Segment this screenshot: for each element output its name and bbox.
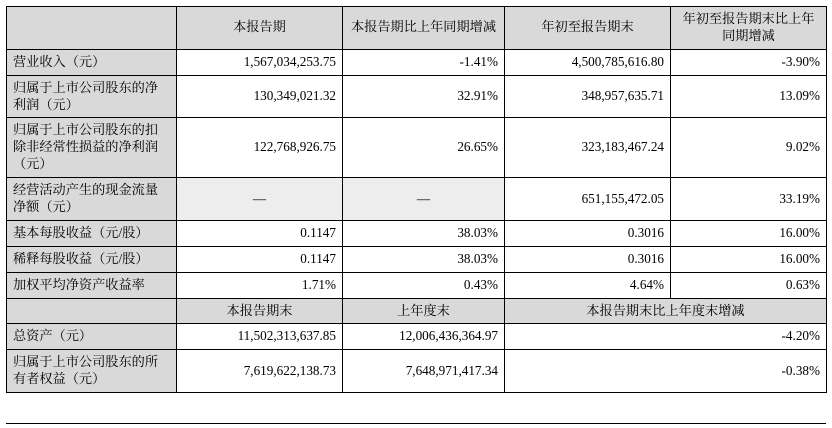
row-value: 122,768,926.75 (177, 118, 343, 178)
table-row (7, 49, 827, 75)
row-value: 7,619,622,138.73 (177, 350, 343, 393)
row-value: 651,155,472.05 (505, 178, 671, 221)
row-value: 0.3016 (505, 246, 671, 272)
table-row (7, 272, 827, 298)
row-value: 33.19% (671, 178, 827, 221)
row-value: -4.20% (505, 324, 827, 350)
row-value: 0.63% (671, 272, 827, 298)
row-label: 基本每股收益（元/股） (7, 220, 177, 246)
row-label: 稀释每股收益（元/股） (7, 246, 177, 272)
row-value: 4,500,785,616.80 (505, 49, 671, 75)
row-label: 营业收入（元） (7, 49, 177, 75)
header-cell-ytd: 年初至报告期末 (505, 7, 671, 50)
row-value: 26.65% (343, 118, 505, 178)
row-value: 7,648,971,417.34 (343, 350, 505, 393)
row-value: 16.00% (671, 246, 827, 272)
row-value: 0.1147 (177, 246, 343, 272)
row-value: — (343, 178, 505, 221)
row-value: 0.1147 (177, 220, 343, 246)
row-value: -0.38% (505, 350, 827, 393)
row-value: 12,006,436,364.97 (343, 324, 505, 350)
row-label: 归属于上市公司股东的净利润（元） (7, 75, 177, 118)
row-value: 16.00% (671, 220, 827, 246)
subheader-cell-prior-year-end: 上年度末 (343, 298, 505, 324)
row-value: 1,567,034,253.75 (177, 49, 343, 75)
row-value: 130,349,021.32 (177, 75, 343, 118)
header-cell-current-period: 本报告期 (177, 7, 343, 50)
table-row (7, 220, 827, 246)
row-value: 323,183,467.24 (505, 118, 671, 178)
header-cell-blank (7, 7, 177, 50)
page-bottom-divider (6, 423, 826, 424)
financial-summary-table (6, 6, 827, 393)
row-value: 348,957,635.71 (505, 75, 671, 118)
row-value: 11,502,313,637.85 (177, 324, 343, 350)
row-label: 归属于上市公司股东的扣除非经常性损益的净利润（元） (7, 118, 177, 178)
row-label: 加权平均净资产收益率 (7, 272, 177, 298)
table-row (7, 178, 827, 221)
table-row (7, 118, 827, 178)
subheader-cell-period-end: 本报告期末 (177, 298, 343, 324)
row-value: 1.71% (177, 272, 343, 298)
row-value: 4.64% (505, 272, 671, 298)
row-value: 38.03% (343, 220, 505, 246)
row-label: 经营活动产生的现金流量净额（元） (7, 178, 177, 221)
row-value: 9.02% (671, 118, 827, 178)
table-subheader-row (7, 298, 827, 324)
table-row (7, 324, 827, 350)
row-value: 32.91% (343, 75, 505, 118)
table-row (7, 75, 827, 118)
header-cell-ytd-yoy: 年初至报告期末比上年同期增减 (671, 7, 827, 50)
table-row (7, 350, 827, 393)
row-value: 13.09% (671, 75, 827, 118)
row-value: 0.3016 (505, 220, 671, 246)
row-value: 0.43% (343, 272, 505, 298)
subheader-cell-blank (7, 298, 177, 324)
row-value: -1.41% (343, 49, 505, 75)
row-value: — (177, 178, 343, 221)
row-label: 归属于上市公司股东的所有者权益（元） (7, 350, 177, 393)
subheader-cell-change: 本报告期末比上年度末增减 (505, 298, 827, 324)
row-value: 38.03% (343, 246, 505, 272)
row-label: 总资产（元） (7, 324, 177, 350)
row-value: -3.90% (671, 49, 827, 75)
table-header-row (7, 7, 827, 50)
table-row (7, 246, 827, 272)
header-cell-current-period-yoy: 本报告期比上年同期增减 (343, 7, 505, 50)
